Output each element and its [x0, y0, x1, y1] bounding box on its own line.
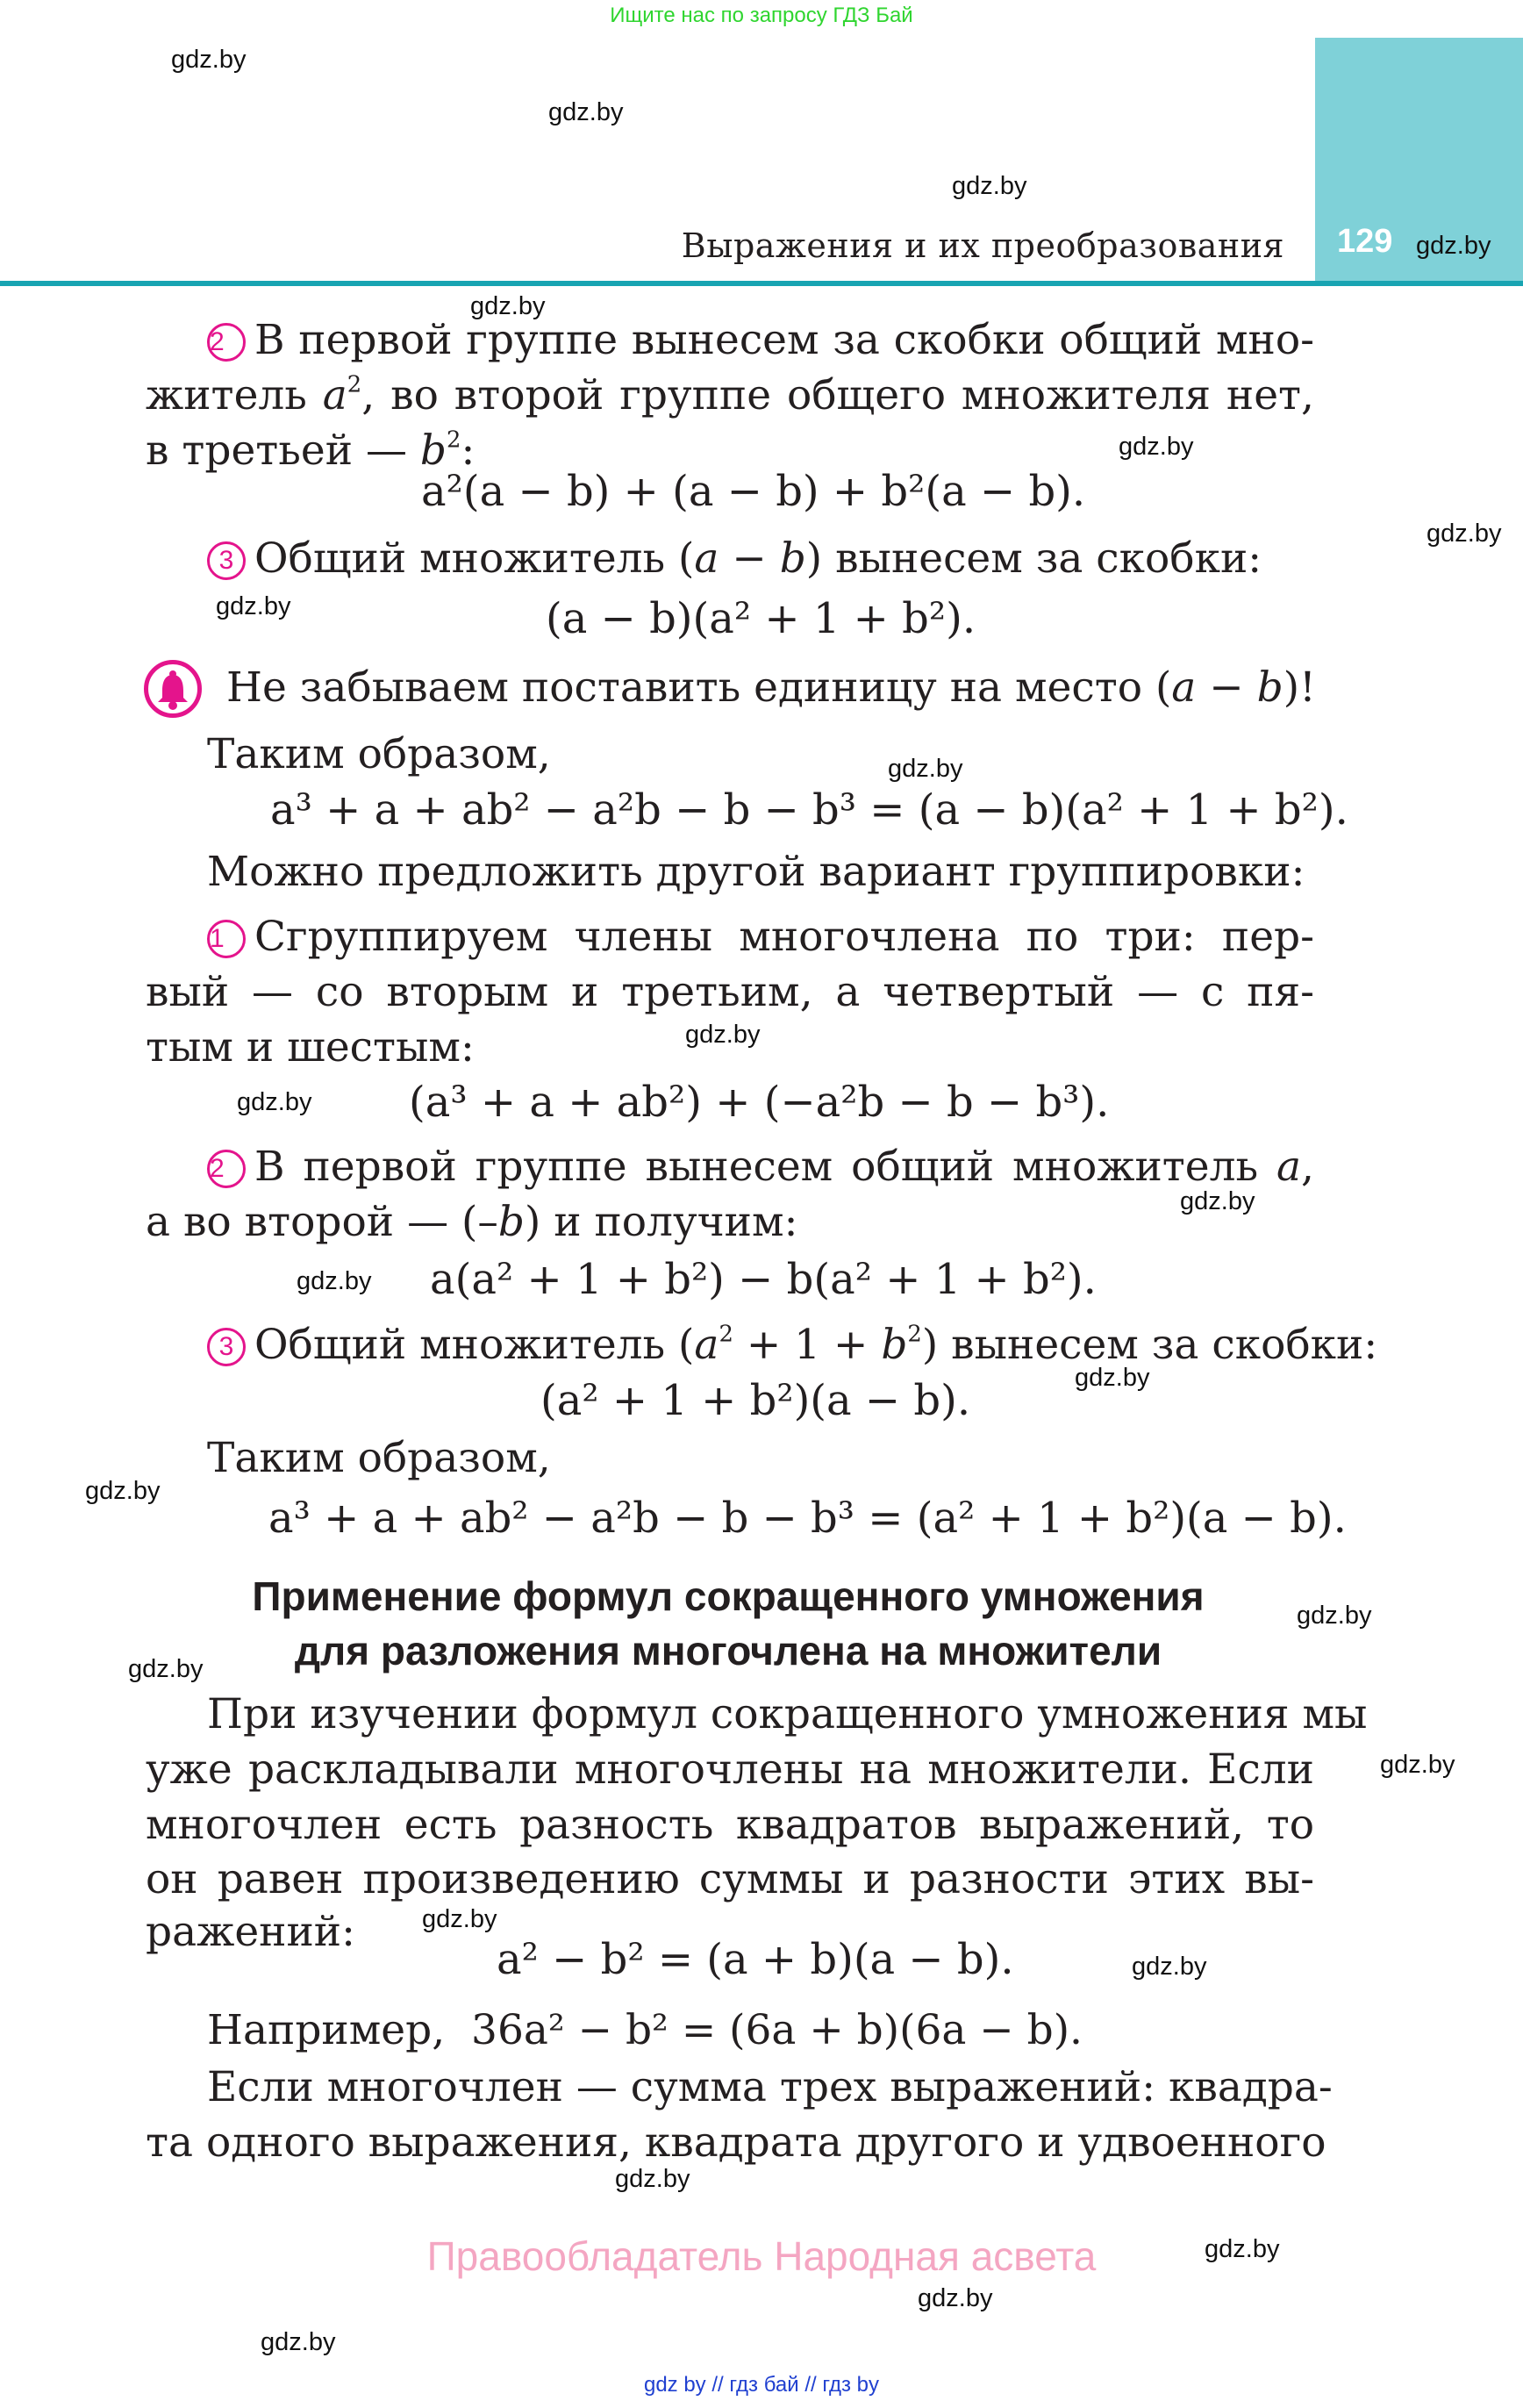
formula-8: a² − b² = (a + b)(a − b).: [497, 1935, 1014, 1984]
formula-1: a²(a − b) + (a − b) + b²(a − b).: [421, 467, 1086, 516]
watermark: gdz.by: [422, 1905, 497, 1933]
paragraph-line: та одного выражения, квадрата другого и удвоенного: [146, 2118, 1326, 2167]
watermark: gdz.by: [685, 1021, 761, 1049]
formula-6: (a² + 1 + b²)(a − b).: [540, 1376, 971, 1425]
alt-step-1-line-2: вый — со вторым и третьим, а четвертый — с пя-: [146, 968, 1314, 1016]
watermark: gdz.by: [1180, 1187, 1255, 1215]
watermark: gdz.by: [548, 98, 624, 126]
watermark: gdz.by: [1119, 433, 1194, 461]
watermark: gdz.by: [470, 292, 546, 320]
alt-step-1-line-3: тым и шестым:: [146, 1023, 475, 1071]
step-1-marker: 1: [207, 920, 246, 958]
step-3-line-1: 3 Общий множитель (a − b) вынесем за скобки:: [207, 531, 1314, 586]
step-2-marker: 2: [207, 323, 246, 362]
watermark: gdz.by: [128, 1655, 204, 1683]
watermark: gdz.by: [216, 592, 291, 620]
watermark: gdz.by: [1297, 1602, 1372, 1630]
formula-7: a³ + a + ab² − a²b − b − b³ = (a² + 1 + b²)(a − b).: [268, 1494, 1347, 1543]
step-2-marker: 2: [207, 1150, 246, 1188]
formula-2: (a − b)(a² + 1 + b²).: [546, 594, 976, 643]
formula-3: a³ + a + ab² − a²b − b − b³ = (a − b)(a² + 1 + b²).: [270, 785, 1348, 835]
footer-links[interactable]: gdz by // гдз бай // гдз by: [643, 2373, 880, 2397]
watermark: gdz.by: [888, 755, 963, 783]
watermark: gdz.by: [297, 1267, 372, 1295]
note-text: Не забываем поставить единицу на место (a − b)!: [226, 663, 1316, 712]
watermark: gdz.by: [1416, 232, 1491, 260]
step-3-marker: 3: [207, 541, 246, 580]
alt-step-2-line-2: а во второй — (–b) и получим:: [146, 1198, 798, 1246]
watermark: gdz.by: [1205, 2235, 1280, 2263]
thus-label-2: Таким образом,: [207, 1434, 551, 1482]
watermark: gdz.by: [261, 2328, 336, 2356]
watermark: gdz.by: [615, 2165, 690, 2193]
paragraph-line: Если многочлен — сумма трех выражений: квадра-: [207, 2063, 1333, 2111]
section-title-line-2: для разложения многочлена на множители: [294, 1628, 1162, 1673]
watermark: gdz.by: [171, 46, 247, 74]
watermark: gdz.by: [1380, 1751, 1455, 1779]
watermark: gdz.by: [1132, 1953, 1207, 1981]
paragraph-line: уже раскладывали многочлены на множители. Если: [146, 1745, 1314, 1794]
step-2-line-1: 2 В первой группе вынесем за скобки общий мно-: [207, 312, 1314, 368]
page-number: 129: [1337, 223, 1393, 260]
paragraph-line: он равен произведению суммы и разности этих вы-: [146, 1855, 1314, 1903]
watermark: gdz.by: [1075, 1364, 1150, 1392]
thus-label-1: Таким образом,: [207, 730, 551, 778]
formula-9: 36a² − b² = (6a + b)(6a − b).: [471, 2006, 1083, 2054]
paragraph-line: многочлен есть разность квадратов выражений, то: [146, 1801, 1314, 1849]
step-2-line-2: житель $a^2$, во второй группе общего множителя нет,: [146, 371, 1315, 419]
running-title: Выражения и их преобразования: [681, 226, 1284, 265]
example-line: Например, 36a² − b² = (6a + b)(6a − b).: [207, 2006, 1083, 2054]
watermark: gdz.by: [918, 2284, 993, 2312]
bell-icon: [144, 660, 202, 718]
watermark: gdz.by: [1426, 520, 1502, 548]
alt-step-2-line-1: 2 В первой группе вынесем общий множитель a,: [207, 1139, 1314, 1194]
watermark: gdz.by: [952, 172, 1027, 200]
alt-step-1-line-1: 1 Сгруппируем члены многочлена по три: пер-: [207, 909, 1314, 964]
watermark: gdz.by: [237, 1088, 312, 1116]
step-3-marker: 3: [207, 1328, 246, 1366]
paragraph-line: При изучении формул сокращенного умножения мы: [207, 1690, 1368, 1738]
formula-5: a(a² + 1 + b²) − b(a² + 1 + b²).: [430, 1255, 1097, 1304]
alternative-grouping: Можно предложить другой вариант группировки:: [207, 848, 1305, 896]
section-title-line-1: Применение формул сокращенного умножения: [252, 1573, 1205, 1619]
watermark: gdz.by: [85, 1477, 161, 1505]
paragraph-line: ражений:: [146, 1908, 355, 1956]
formula-4: (a³ + a + ab²) + (−a²b − b − b³).: [409, 1078, 1110, 1127]
header-rule: [0, 281, 1523, 286]
step-2-line-3: в третьей — $b^2$:: [146, 426, 475, 475]
search-banner[interactable]: Ищите нас по запросу ГДЗ Бай: [610, 4, 913, 27]
copyright-notice: Правообладатель Народная асвета: [426, 2233, 1097, 2279]
alt-step-3-line-1: 3 Общий множитель $(a^2 + 1 + b^2)$ вынесем за скобки:: [207, 1317, 1314, 1372]
